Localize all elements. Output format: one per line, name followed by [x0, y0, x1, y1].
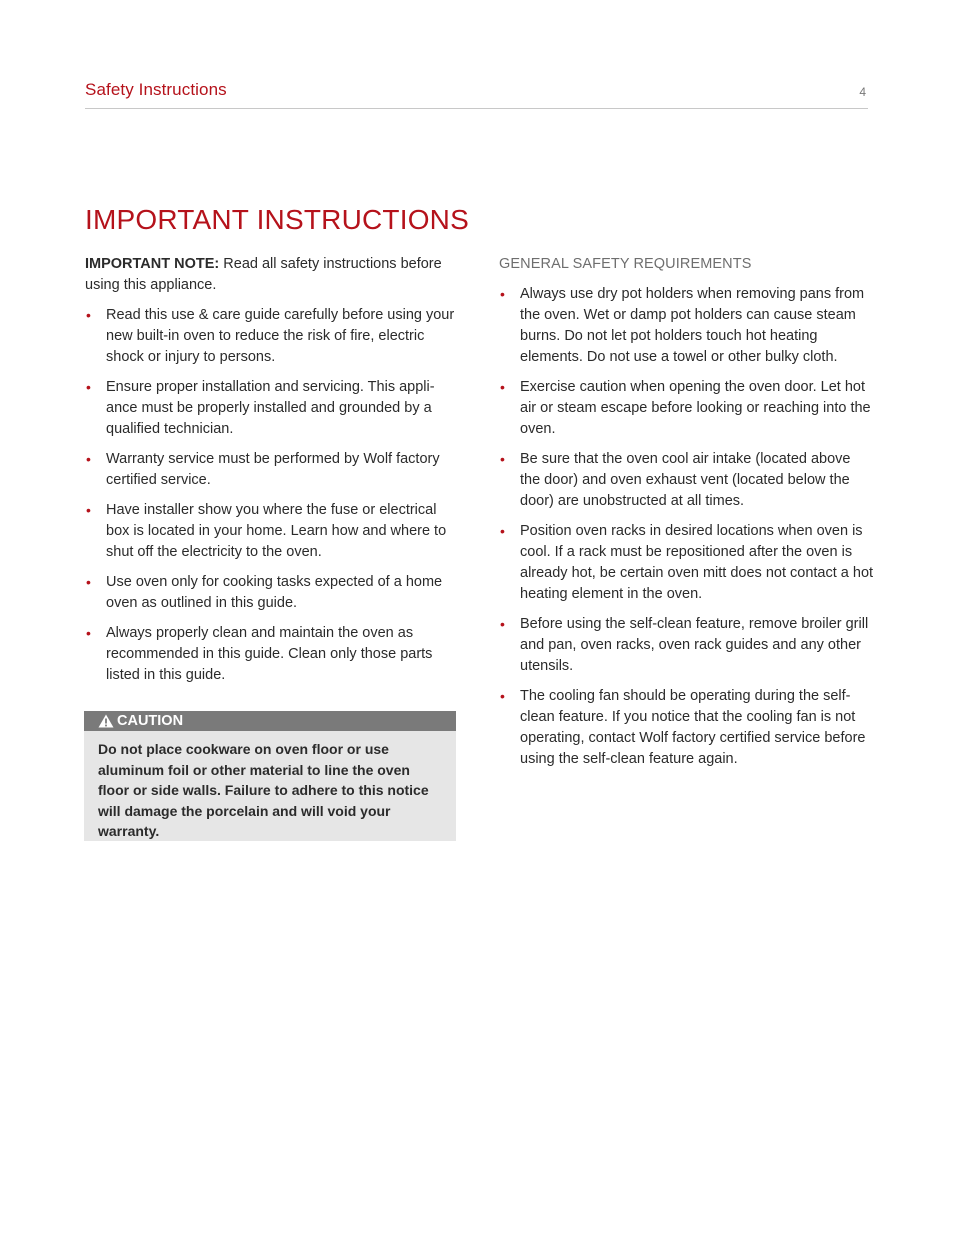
bullet-icon: •: [86, 625, 91, 641]
list-item-text: Always use dry pot holders when removing pans from the oven. Wet or damp pot holders can cause steam burns. Do not let pot holders touch hot heating elements. Do not use a towel or other bulky cloth.: [520, 286, 865, 365]
important-note-text: Read all safety instructions before using this appliance.: [85, 256, 442, 293]
header-title: Safety Instructions: [85, 80, 227, 99]
list-item: [85, 449, 460, 491]
bullet-icon: •: [500, 286, 505, 302]
safety-requirements-list: [499, 284, 874, 770]
list-item: [85, 572, 460, 614]
left-column: [85, 254, 460, 695]
list-item-text: Warranty service must be performed by Wolf factory certified service.: [106, 451, 440, 488]
page-title: IMPORTANT INSTRUCTIONS: [85, 204, 469, 235]
list-item: [499, 449, 874, 512]
bullet-icon: •: [86, 379, 91, 395]
instruction-list: [85, 305, 460, 686]
bullet-icon: •: [500, 616, 505, 632]
page-number: 4: [859, 85, 866, 99]
list-item-text: Have installer show you where the fuse or electrical box is located in your home. Learn how and where to shut off the electricity to the oven.: [106, 502, 447, 560]
important-note: [85, 254, 460, 296]
list-item-text: Ensure proper installation and servicing. This appli-ance must be properly installed and grounded by a qualified technician.: [106, 379, 435, 437]
list-item-text: Always properly clean and maintain the oven as recommended in this guide. Clean only those parts listed in this guide.: [106, 625, 433, 683]
bullet-icon: •: [86, 451, 91, 467]
important-note-label: IMPORTANT NOTE:: [85, 256, 220, 272]
bullet-icon: •: [500, 523, 505, 539]
list-item: [499, 284, 874, 368]
list-item-text: Position oven racks in desired locations when oven is cool. If a rack must be repositioned after the oven is already hot, be certain oven mitt does not contact a hot heating element in the oven.: [520, 523, 874, 602]
list-item: [85, 377, 460, 440]
bullet-icon: •: [86, 502, 91, 518]
bullet-icon: •: [500, 379, 505, 395]
caution-text: Do not place cookware on oven floor or use aluminum foil or other material to line the oven floor or side walls. Failure to adhere to this notice will damage the porcelain and will void your warranty.: [98, 741, 429, 839]
right-column: [499, 254, 874, 779]
section-title: GENERAL SAFETY REQUIREMENTS: [499, 256, 752, 272]
list-item-text: Exercise caution when opening the oven door. Let hot air or steam escape before looking or reaching into the oven.: [520, 379, 871, 437]
bullet-icon: •: [500, 688, 505, 704]
page-header: [85, 80, 868, 109]
bullet-icon: •: [86, 307, 91, 323]
list-item-text: Be sure that the oven cool air intake (located above the door) and oven exhaust vent (located below the door) are unobstructed at all times.: [520, 451, 851, 509]
list-item-text: The cooling fan should be operating during the self-clean feature. If you notice that the cooling fan is not operating, contact Wolf factory certified service before using the self-clean feature again.: [520, 688, 866, 767]
list-item: [85, 623, 460, 686]
caution-header: [84, 711, 456, 731]
list-item: [85, 500, 460, 563]
warning-triangle-icon: [98, 714, 114, 728]
list-item-text: Read this use & care guide carefully before using your new built-in oven to reduce the risk of fire, electric shock or injury to persons.: [106, 307, 455, 365]
caution-box: [84, 711, 456, 841]
bullet-icon: •: [500, 451, 505, 467]
list-item: [499, 686, 874, 770]
list-item: [499, 521, 874, 605]
list-item-text: Use oven only for cooking tasks expected of a home oven as outlined in this guide.: [106, 574, 443, 611]
list-item: [499, 614, 874, 677]
list-item: [499, 377, 874, 440]
caution-label: CAUTION: [117, 713, 184, 729]
bullet-icon: •: [86, 574, 91, 590]
list-item-text: Before using the self-clean feature, remove broiler grill and pan, oven racks, oven rack guides and any other utensils.: [520, 616, 869, 674]
list-item: [85, 305, 460, 368]
